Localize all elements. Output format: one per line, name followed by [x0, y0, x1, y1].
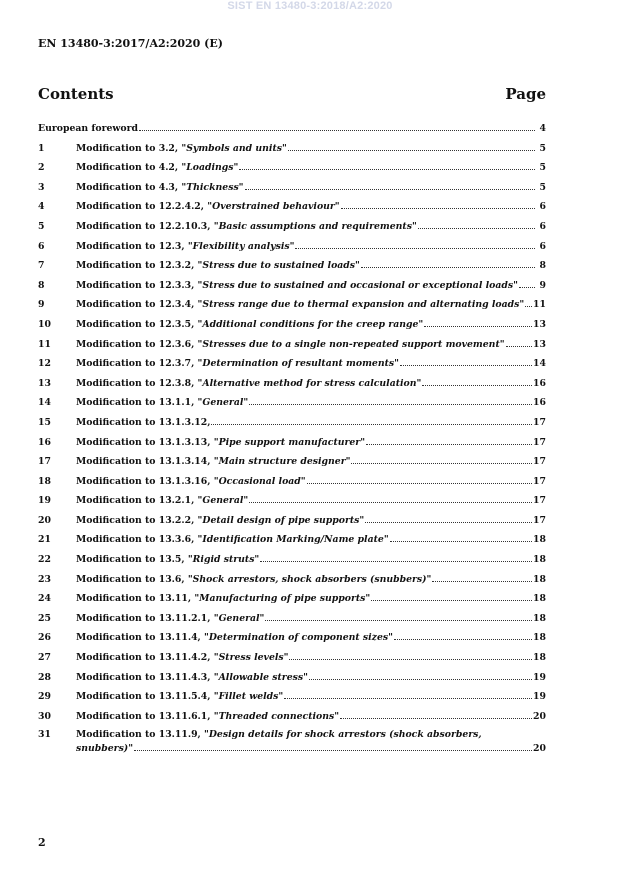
- dot-leader: [394, 630, 532, 640]
- dot-leader: [249, 395, 532, 405]
- toc-entry[interactable]: [38, 728, 546, 755]
- dot-leader: [361, 258, 535, 268]
- toc-entry-page: 16: [533, 397, 546, 409]
- dot-leader: [265, 611, 532, 621]
- toc-entry[interactable]: [38, 650, 546, 670]
- toc-entry[interactable]: [38, 591, 546, 611]
- toc-entry[interactable]: [38, 611, 546, 631]
- toc-entry-number: 6: [38, 240, 45, 252]
- toc-entry-number: 1: [38, 142, 45, 154]
- toc-entry-number: 3: [38, 181, 45, 193]
- toc-entry-page: 18: [533, 612, 546, 624]
- toc-entry-title: "General": [213, 612, 265, 624]
- toc-entry-prefix: Modification to 13.1.3.13,: [76, 436, 214, 448]
- dot-leader: [309, 670, 532, 680]
- toc-entry-prefix: Modification to 13.2.1,: [76, 495, 198, 507]
- toc-entry-number: 13: [38, 377, 51, 389]
- dot-leader: [260, 552, 532, 562]
- toc-entry-prefix: Modification to 13.6,: [76, 573, 188, 585]
- toc-entry-number: 21: [38, 534, 51, 546]
- toc-entry-number: 27: [38, 652, 51, 664]
- dot-leader: [519, 278, 535, 288]
- dot-leader: [239, 160, 535, 170]
- toc-entry-page: 6: [539, 201, 546, 213]
- dot-leader: [139, 121, 535, 131]
- toc-entry-title: "Overstrained behaviour": [207, 201, 340, 213]
- dot-leader: [418, 219, 535, 229]
- toc-entry-number: 5: [38, 220, 45, 232]
- toc-entry-page: 19: [533, 691, 546, 703]
- toc-entry-prefix: Modification to 12.3.2,: [76, 260, 198, 272]
- toc-entry-prefix: Modification to 13.11.9,: [76, 729, 205, 741]
- dot-leader: [506, 337, 532, 347]
- toc-entry-prefix: Modification to 13.1.3.12,: [76, 416, 211, 428]
- toc-entry-prefix: Modification to 12.3.8,: [76, 377, 198, 389]
- toc-entry[interactable]: [38, 493, 546, 513]
- toc-entry-prefix: Modification to 13.11.4.2,: [76, 652, 214, 664]
- toc-entry-title: "Loadings": [181, 162, 239, 174]
- toc-entry-prefix: Modification to 12.2.4.2,: [76, 201, 208, 213]
- toc-entry-title: "Stress due to sustained loads": [197, 260, 360, 272]
- toc-entry-title: "Stress due to sustained and occasional or exceptional loads": [197, 279, 518, 291]
- toc-entry[interactable]: [38, 297, 546, 317]
- toc-entry-title: "Stress range due to thermal expansion and alternating loads": [197, 299, 525, 311]
- toc-entry[interactable]: [38, 199, 546, 219]
- toc-entry-prefix: Modification to 13.5,: [76, 554, 188, 566]
- toc-entry[interactable]: [38, 552, 546, 572]
- toc-entry-title: "Stress levels": [213, 652, 289, 664]
- dot-leader: [432, 572, 532, 582]
- toc-entry-title: "Main structure designer": [213, 456, 351, 468]
- toc-entry-page: 18: [533, 534, 546, 546]
- toc-entry-page: 18: [533, 593, 546, 605]
- toc-entry[interactable]: [38, 141, 546, 161]
- toc-entry[interactable]: [38, 239, 546, 259]
- toc-entry-page: 4: [539, 123, 546, 134]
- toc-entry-title: European foreword: [38, 123, 138, 134]
- toc-entry-prefix: Modification to 12.3.3,: [76, 279, 198, 291]
- toc-entry-prefix: Modification to 13.11.4.3,: [76, 671, 214, 683]
- toc-entry[interactable]: [38, 376, 546, 396]
- toc-entry-title: "Fillet welds": [213, 691, 284, 703]
- toc-entry[interactable]: [38, 532, 546, 552]
- toc-entry-number: 28: [38, 671, 51, 683]
- toc-entry-foreword[interactable]: [38, 121, 546, 141]
- toc-entry[interactable]: [38, 709, 546, 729]
- toc-entry-title: "General": [197, 397, 249, 409]
- toc-entry-number: 11: [38, 338, 51, 350]
- dot-leader: [341, 199, 535, 209]
- toc-entry-number: 17: [38, 456, 51, 468]
- toc-entry[interactable]: [38, 513, 546, 533]
- toc-entry[interactable]: [38, 670, 546, 690]
- toc-entry-page: 17: [533, 416, 546, 428]
- toc-entry-prefix: Modification to 12.3.7,: [76, 358, 198, 370]
- toc-entry-title: "Determination of resultant moments": [197, 358, 399, 370]
- toc-entry[interactable]: [38, 160, 546, 180]
- toc-entry-prefix: Modification to 12.3,: [76, 240, 188, 252]
- toc-entry-page: 5: [539, 162, 546, 174]
- toc-entry-page: 17: [533, 456, 546, 468]
- toc-entry-page: 6: [539, 240, 546, 252]
- toc-entry-number: 30: [38, 710, 51, 722]
- toc-entry-number: 18: [38, 475, 51, 487]
- toc-entry-prefix: Modification to 13.11.5.4,: [76, 691, 214, 703]
- toc-entry-number: 15: [38, 416, 51, 428]
- toc-entry-page: 14: [533, 358, 546, 370]
- toc-entry[interactable]: [38, 572, 546, 592]
- toc-entry-title-continued: snubbers)": [76, 743, 134, 755]
- toc-entry-title: "Additional conditions for the creep range": [197, 318, 424, 330]
- toc-entry-prefix: Modification to 4.3,: [76, 181, 182, 193]
- toc-entry-prefix: Modification to 13.1.1,: [76, 397, 198, 409]
- toc-entry-page: 18: [533, 573, 546, 585]
- toc-entry-number: 22: [38, 554, 51, 566]
- toc-entry-page: 17: [533, 475, 546, 487]
- toc-entry[interactable]: [38, 278, 546, 298]
- dot-leader: [390, 532, 532, 542]
- watermark: SIST EN 13480-3:2018/A2:2020: [227, 0, 393, 12]
- toc-entry-number: 26: [38, 632, 51, 644]
- toc-entry-title: "Flexibility analysis": [187, 240, 295, 252]
- toc-entry-number: 2: [38, 162, 45, 174]
- toc-entry-number: 4: [38, 201, 45, 213]
- toc-entry-prefix: Modification to 13.2.2,: [76, 514, 198, 526]
- toc-entry-page: 8: [539, 260, 546, 272]
- toc-entry-number: 25: [38, 612, 51, 624]
- toc-entry-title: "Thickness": [181, 181, 244, 193]
- toc-entry-prefix: Modification to 3.2,: [76, 142, 182, 154]
- toc-entry-prefix: Modification to 13.11,: [76, 593, 195, 605]
- dot-leader: [371, 591, 532, 601]
- dot-leader: [134, 741, 532, 751]
- toc-entry-page: 17: [533, 436, 546, 448]
- toc-entry-page: 13: [533, 318, 546, 330]
- toc-entry[interactable]: [38, 356, 546, 376]
- toc-entry-page: 11: [533, 299, 546, 311]
- toc-entry-title: "General": [197, 495, 249, 507]
- toc-entry[interactable]: [38, 337, 546, 357]
- toc-entry-prefix: Modification to 4.2,: [76, 162, 182, 174]
- toc-entry-title: "Alternative method for stress calculation": [197, 377, 422, 389]
- toc-entry-title: "Determination of component sizes": [204, 632, 393, 644]
- toc-entry-page: 20: [533, 743, 546, 755]
- toc-entry[interactable]: [38, 317, 546, 337]
- toc-entry-title: "Occasional load": [213, 475, 306, 487]
- toc-entry-prefix: Modification to 13.3.6,: [76, 534, 198, 546]
- toc-entry[interactable]: [38, 180, 546, 200]
- dot-leader: [289, 650, 532, 660]
- dot-leader: [284, 689, 532, 699]
- toc-entry-page: 13: [533, 338, 546, 350]
- toc-entry-page: 5: [539, 142, 546, 154]
- toc-entry-prefix: Modification to 12.3.6,: [76, 338, 198, 350]
- page-number: 2: [38, 836, 46, 849]
- toc-entry[interactable]: [38, 689, 546, 709]
- toc-entry-number: 9: [38, 299, 45, 311]
- toc-entry-prefix: Modification to 13.1.3.14,: [76, 456, 214, 468]
- toc-entry-number: 31: [38, 729, 51, 741]
- toc-entry-page: 17: [533, 495, 546, 507]
- toc-entry-prefix: Modification to 12.3.4,: [76, 299, 198, 311]
- dot-leader: [307, 474, 532, 484]
- toc-entry-title: "Shock arrestors, shock absorbers (snubbers)": [187, 573, 432, 585]
- toc-entry-page: 18: [533, 554, 546, 566]
- toc-entry-prefix: Modification to 13.11.4,: [76, 632, 205, 644]
- dot-leader: [351, 454, 532, 464]
- toc-entry-page: 6: [539, 220, 546, 232]
- toc-entry-title: "Allowable stress": [213, 671, 308, 683]
- toc-entry-number: 16: [38, 436, 51, 448]
- toc-entry-title: "Stresses due to a single non-repeated support movement": [197, 338, 505, 350]
- toc-entry-title: "Detail design of pipe supports": [197, 514, 365, 526]
- toc-entry-title: "Manufacturing of pipe supports": [194, 593, 371, 605]
- toc-entry[interactable]: [38, 435, 546, 455]
- toc-entry-number: 10: [38, 318, 51, 330]
- toc-entry-title: "Basic assumptions and requirements": [213, 220, 417, 232]
- toc-entry-prefix: Modification to 13.11.2.1,: [76, 612, 214, 624]
- document-id: EN 13480-3:2017/A2:2020 (E): [38, 37, 223, 50]
- dot-leader: [340, 709, 532, 719]
- toc-entry-number: 14: [38, 397, 51, 409]
- toc-entry[interactable]: [38, 395, 546, 415]
- toc-entry-title: "Identification Marking/Name plate": [197, 534, 389, 546]
- toc-entry-page: 9: [539, 279, 546, 291]
- toc-entry-page: 20: [533, 710, 546, 722]
- contents-heading: Contents: [38, 85, 114, 103]
- dot-leader: [295, 239, 535, 249]
- toc-entry-prefix: Modification to 13.1.3.16,: [76, 475, 214, 487]
- dot-leader: [288, 141, 535, 151]
- toc-entry-number: 19: [38, 495, 51, 507]
- toc-entry-page: 16: [533, 377, 546, 389]
- dot-leader: [366, 435, 532, 445]
- dot-leader: [245, 180, 535, 190]
- dot-leader: [400, 356, 532, 366]
- toc-entry-number: 23: [38, 573, 51, 585]
- toc-entry-title: "Threaded connections": [213, 710, 340, 722]
- dot-leader: [249, 493, 532, 503]
- toc-entry-number: 29: [38, 691, 51, 703]
- toc-entry-page: 18: [533, 652, 546, 664]
- toc-entry-number: 24: [38, 593, 51, 605]
- toc-entry-number: 7: [38, 260, 45, 272]
- contents-header: [38, 85, 546, 103]
- toc-entry-prefix: Modification to 12.3.5,: [76, 318, 198, 330]
- toc-entry-prefix: Modification to 13.11.6.1,: [76, 710, 214, 722]
- toc-entry-page: 19: [533, 671, 546, 683]
- toc-entry-title: "Symbols and units": [181, 142, 287, 154]
- toc-entry-page: 18: [533, 632, 546, 644]
- toc-entry-number: 20: [38, 514, 51, 526]
- dot-leader: [525, 297, 532, 307]
- toc-entry-page: 5: [539, 181, 546, 193]
- dot-leader: [211, 415, 532, 425]
- toc-entry-number: 12: [38, 358, 51, 370]
- toc-entry-number: 8: [38, 279, 45, 291]
- toc-entry[interactable]: [38, 630, 546, 650]
- toc-entry-title: "Pipe support manufacturer": [213, 436, 366, 448]
- toc-entry[interactable]: [38, 258, 546, 278]
- page-heading: Page: [505, 85, 546, 103]
- dot-leader: [422, 376, 532, 386]
- toc-entry-page: 17: [533, 514, 546, 526]
- toc-entry[interactable]: [38, 219, 546, 239]
- toc-entry-prefix: Modification to 12.2.10.3,: [76, 220, 214, 232]
- toc-entry-title: "Design details for shock arrestors (shock absorbers,: [204, 729, 482, 741]
- toc-entry[interactable]: [38, 474, 546, 494]
- dot-leader: [365, 513, 532, 523]
- table-of-contents: [38, 121, 546, 755]
- toc-entry[interactable]: [38, 415, 546, 435]
- dot-leader: [424, 317, 532, 327]
- toc-entry-title: "Rigid struts": [187, 554, 260, 566]
- toc-entry[interactable]: [38, 454, 546, 474]
